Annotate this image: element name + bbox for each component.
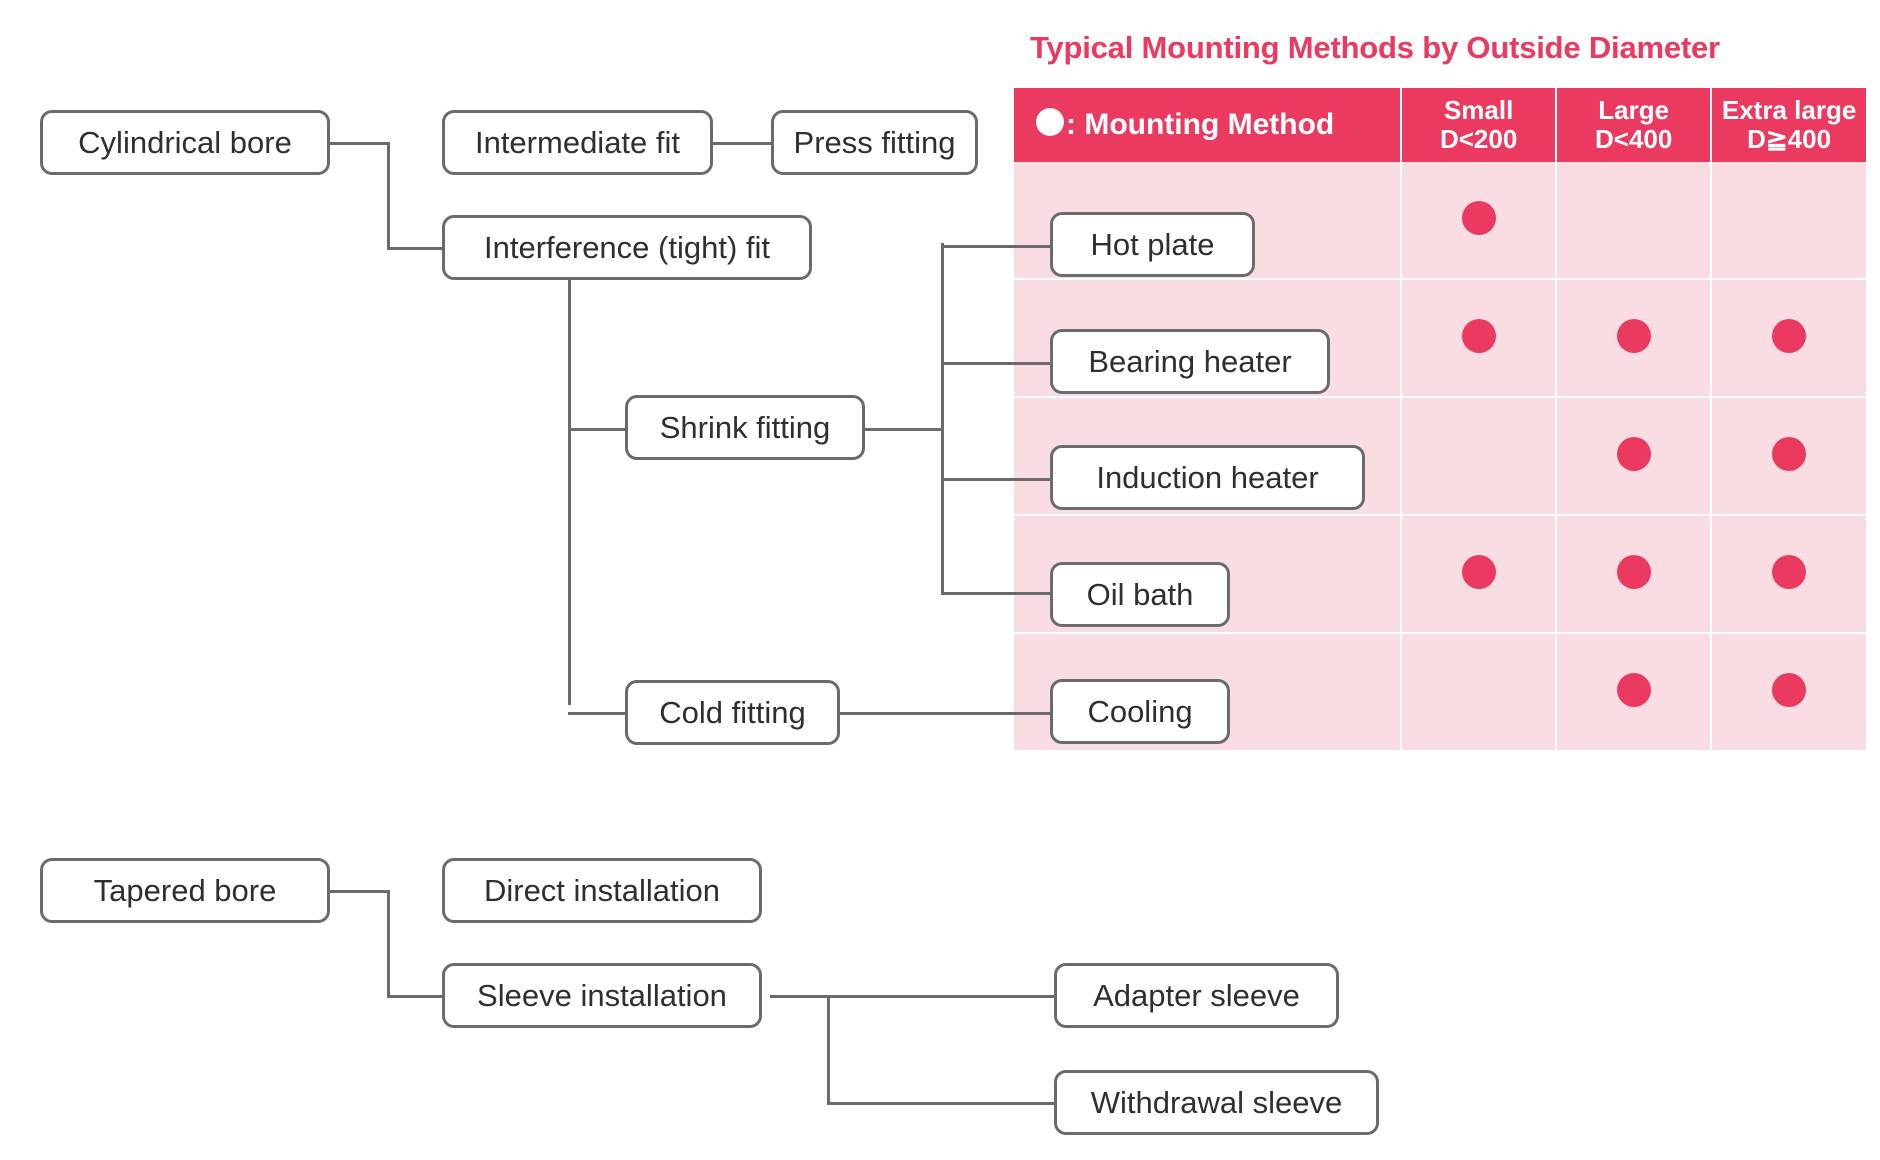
node-label: Tapered bore	[93, 873, 277, 908]
cell-extra	[1711, 279, 1866, 397]
node-label: Induction heater	[1096, 460, 1319, 495]
dot-icon-empty	[1462, 673, 1496, 707]
node-intermediate-fit[interactable]	[442, 110, 713, 175]
node-oil-bath[interactable]	[1050, 562, 1230, 627]
node-label: Press fitting	[793, 125, 956, 160]
node-label: Direct installation	[483, 873, 721, 908]
dot-icon	[1462, 319, 1496, 353]
dot-icon	[1772, 673, 1806, 707]
dot-icon-empty	[1462, 437, 1496, 471]
connector	[941, 243, 944, 593]
header-size-large	[1556, 88, 1711, 162]
node-label: Intermediate fit	[474, 125, 681, 160]
cell-small	[1401, 162, 1556, 279]
cell-small	[1401, 515, 1556, 633]
connector	[864, 428, 944, 431]
header-size-small-range: D<200	[1439, 124, 1518, 155]
cell-large	[1556, 279, 1711, 397]
node-label: Withdrawal sleeve	[1090, 1085, 1343, 1120]
node-hot-plate[interactable]	[1050, 212, 1255, 277]
node-label: Bearing heater	[1088, 344, 1292, 379]
dot-icon-empty	[1617, 201, 1651, 235]
connector	[330, 142, 390, 145]
dot-icon	[1617, 673, 1651, 707]
connector	[387, 890, 390, 998]
connector	[827, 995, 830, 1103]
header-mounting-method	[1014, 88, 1401, 162]
node-tapered-bore[interactable]	[40, 858, 330, 923]
node-interference-fit[interactable]	[442, 215, 812, 280]
node-withdrawal-sleeve[interactable]	[1054, 1070, 1379, 1135]
node-label: Adapter sleeve	[1093, 978, 1300, 1013]
connector	[387, 142, 390, 250]
connector	[941, 245, 1051, 248]
cell-small	[1401, 397, 1556, 515]
header-size-large-range: D<400	[1594, 124, 1673, 155]
node-adapter-sleeve[interactable]	[1054, 963, 1339, 1028]
cell-extra	[1711, 633, 1866, 750]
node-cooling[interactable]	[1050, 679, 1230, 744]
cell-large	[1556, 397, 1711, 515]
cell-extra	[1711, 397, 1866, 515]
cell-large	[1556, 515, 1711, 633]
node-direct-installation[interactable]	[442, 858, 762, 923]
connector	[941, 592, 1051, 595]
node-label: Oil bath	[1086, 577, 1194, 612]
node-label: Cylindrical bore	[78, 125, 292, 160]
dot-icon	[1617, 555, 1651, 589]
dot-icon	[1772, 437, 1806, 471]
cell-extra	[1711, 515, 1866, 633]
connector	[941, 362, 1051, 365]
cell-large	[1556, 162, 1711, 279]
node-sleeve-installation[interactable]	[442, 963, 762, 1028]
node-shrink-fitting[interactable]	[625, 395, 865, 460]
table-header-row	[1014, 88, 1866, 162]
connector	[838, 712, 1053, 715]
node-label: Shrink fitting	[659, 410, 831, 445]
cell-small	[1401, 633, 1556, 750]
dot-icon	[1462, 201, 1496, 235]
connector	[712, 142, 772, 145]
connector	[827, 995, 1057, 998]
header-size-extra-range: D≧400	[1747, 124, 1832, 155]
node-induction-heater[interactable]	[1050, 445, 1365, 510]
node-label: Hot plate	[1090, 227, 1215, 262]
dot-icon	[1617, 437, 1651, 471]
header-size-extra-large	[1711, 88, 1866, 162]
header-method-label: : Mounting Method	[1066, 108, 1335, 142]
header-size-small-name: Small	[1443, 95, 1514, 125]
connector	[568, 280, 571, 705]
cell-large	[1556, 633, 1711, 750]
header-size-large-name: Large	[1598, 95, 1670, 125]
node-label: Sleeve installation	[477, 978, 727, 1013]
node-bearing-heater[interactable]	[1050, 329, 1330, 394]
connector	[941, 478, 1051, 481]
connector	[770, 995, 830, 998]
connector	[827, 1102, 1057, 1105]
node-cylindrical-bore[interactable]	[40, 110, 330, 175]
connector	[387, 995, 443, 998]
header-size-small	[1401, 88, 1556, 162]
legend-dot-icon	[1036, 108, 1064, 136]
cell-extra	[1711, 162, 1866, 279]
header-size-extra-name: Extra large	[1721, 95, 1857, 125]
table-title: Typical Mounting Methods by Outside Diameter	[1030, 30, 1720, 65]
dot-icon	[1772, 555, 1806, 589]
connector	[387, 247, 443, 250]
mounting-methods-table	[1014, 88, 1866, 750]
dot-icon-empty	[1772, 201, 1806, 235]
node-label: Cold fitting	[659, 695, 806, 730]
connector	[330, 890, 390, 893]
node-label: Interference (tight) fit	[483, 230, 770, 265]
node-press-fitting[interactable]	[771, 110, 978, 175]
dot-icon	[1462, 555, 1496, 589]
node-label: Cooling	[1087, 694, 1193, 729]
cell-small	[1401, 279, 1556, 397]
dot-icon	[1617, 319, 1651, 353]
dot-icon	[1772, 319, 1806, 353]
node-cold-fitting[interactable]	[625, 680, 840, 745]
